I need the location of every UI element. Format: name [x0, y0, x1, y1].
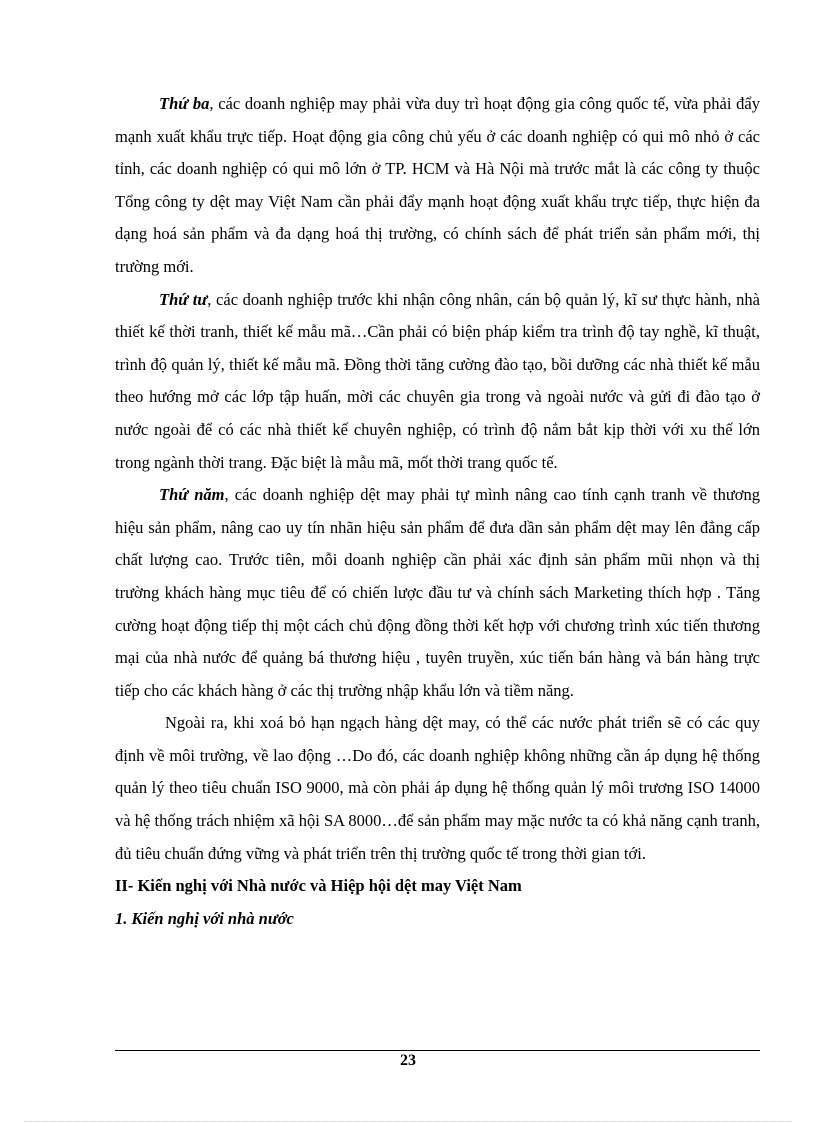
page-bottom-border: [24, 1121, 792, 1122]
paragraph-lead: Thứ ba: [159, 94, 210, 113]
paragraph-ngoai-ra: [115, 707, 760, 870]
paragraph-thu-nam: [115, 479, 760, 707]
page-body: [115, 88, 760, 935]
paragraph-thu-ba: [115, 88, 760, 284]
subsection-heading: 1. Kiến nghị với nhà nước: [115, 908, 294, 928]
paragraph-text: Ngoài ra, khi xoá bỏ hạn ngạch hàng dệt may, có thể các nước phát triển sẽ có các quy định về môi trường, về lao động …Do đó, các doanh nghiệp không những cần áp dụng hệ thống quản lý theo tiêu chuẩn ISO 9000, mà còn phải áp dụng hệ thống quản lý môi trương ISO 14000 và hệ thống trách nhiệm xã hội SA 8000…để sản phẩm may mặc nước ta có khả năng cạnh tranh, đủ tiêu chuẩn đứng vững và phát triển trên thị trường quốc tế trong thời gian tới.: [115, 713, 760, 863]
paragraph-text: , các doanh nghiệp trước khi nhận công nhân, cán bộ quản lý, kĩ sư thực hành, nhà thiết kế thời tranh, thiết kế mẫu mã…Cần phải có biện pháp kiểm tra trình độ tay nghề, kĩ thuật, trình độ quản lý, thiết kế mẫu mã. Đồng thời tăng cường đào tạo, bồi dưỡng các nhà thiết kế mẫu theo hướng mở các lớp tập huấn, mời các chuyên gia trong và ngoài nước và gửi đi đào tạo ở nước ngoài để có các nhà thiết kế chuyên nghiệp, có trình độ nắm bắt kịp thời với xu thế lớn trong ngành thời trang. Đặc biệt là mẫu mã, mốt thời trang quốc tế.: [115, 289, 761, 472]
paragraph-text: , các doanh nghiệp dệt may phải tự mình nâng cao tính cạnh tranh về thương hiệu sản phẩm, nâng cao uy tín nhãn hiệu sản phẩm để đưa dần sản phẩm dệt may lên đẳng cấp chất lượng cao. Trước tiên, mỗi doanh nghiệp cần phải xác định sản phẩm mũi nhọn và thị trường khách hàng mục tiêu để có chiến lược đầu tư và chính sách Marketing thích hợp . Tăng cường hoạt động tiếp thị một cách chủ động đồng thời kết hợp với chương trình xúc tiến thương mại của nhà nước để quảng bá thương hiệu , tuyên truyền, xúc tiến bán hàng và bán hàng trực tiếp cho các khách hàng ở các thị trường nhập khẩu lớn và tiềm năng.: [115, 485, 761, 700]
paragraph-lead: Thứ tư: [159, 289, 208, 309]
paragraph-text: , các doanh nghiệp may phải vừa duy trì hoạt động gia công quốc tế, vừa phải đẩy mạnh xuất khẩu trực tiếp. Hoạt động gia công chủ yếu ở các doanh nghiệp có qui mô nhỏ ở các tỉnh, các doanh nghiệp có qui mô lớn ở TP. HCM và Hà Nội mà trước mắt là các công ty thuộc Tổng công ty dệt may Việt Nam cần phải đẩy mạnh hoạt động xuất khẩu trực tiếp, thực hiện đa dạng hoá sản phẩm và đa dạng hoá thị trường, có chính sách để phát triển sản phẩm mới, thị trường mới.: [115, 94, 760, 276]
page-number: 23: [400, 1052, 416, 1069]
paragraph-lead: Thứ năm: [159, 485, 225, 505]
section-heading: II- Kiến nghị với Nhà nước và Hiệp hội dệt may Việt Nam: [115, 876, 522, 896]
footer-divider: [115, 1050, 760, 1051]
paragraph-thu-tu: [115, 284, 760, 480]
